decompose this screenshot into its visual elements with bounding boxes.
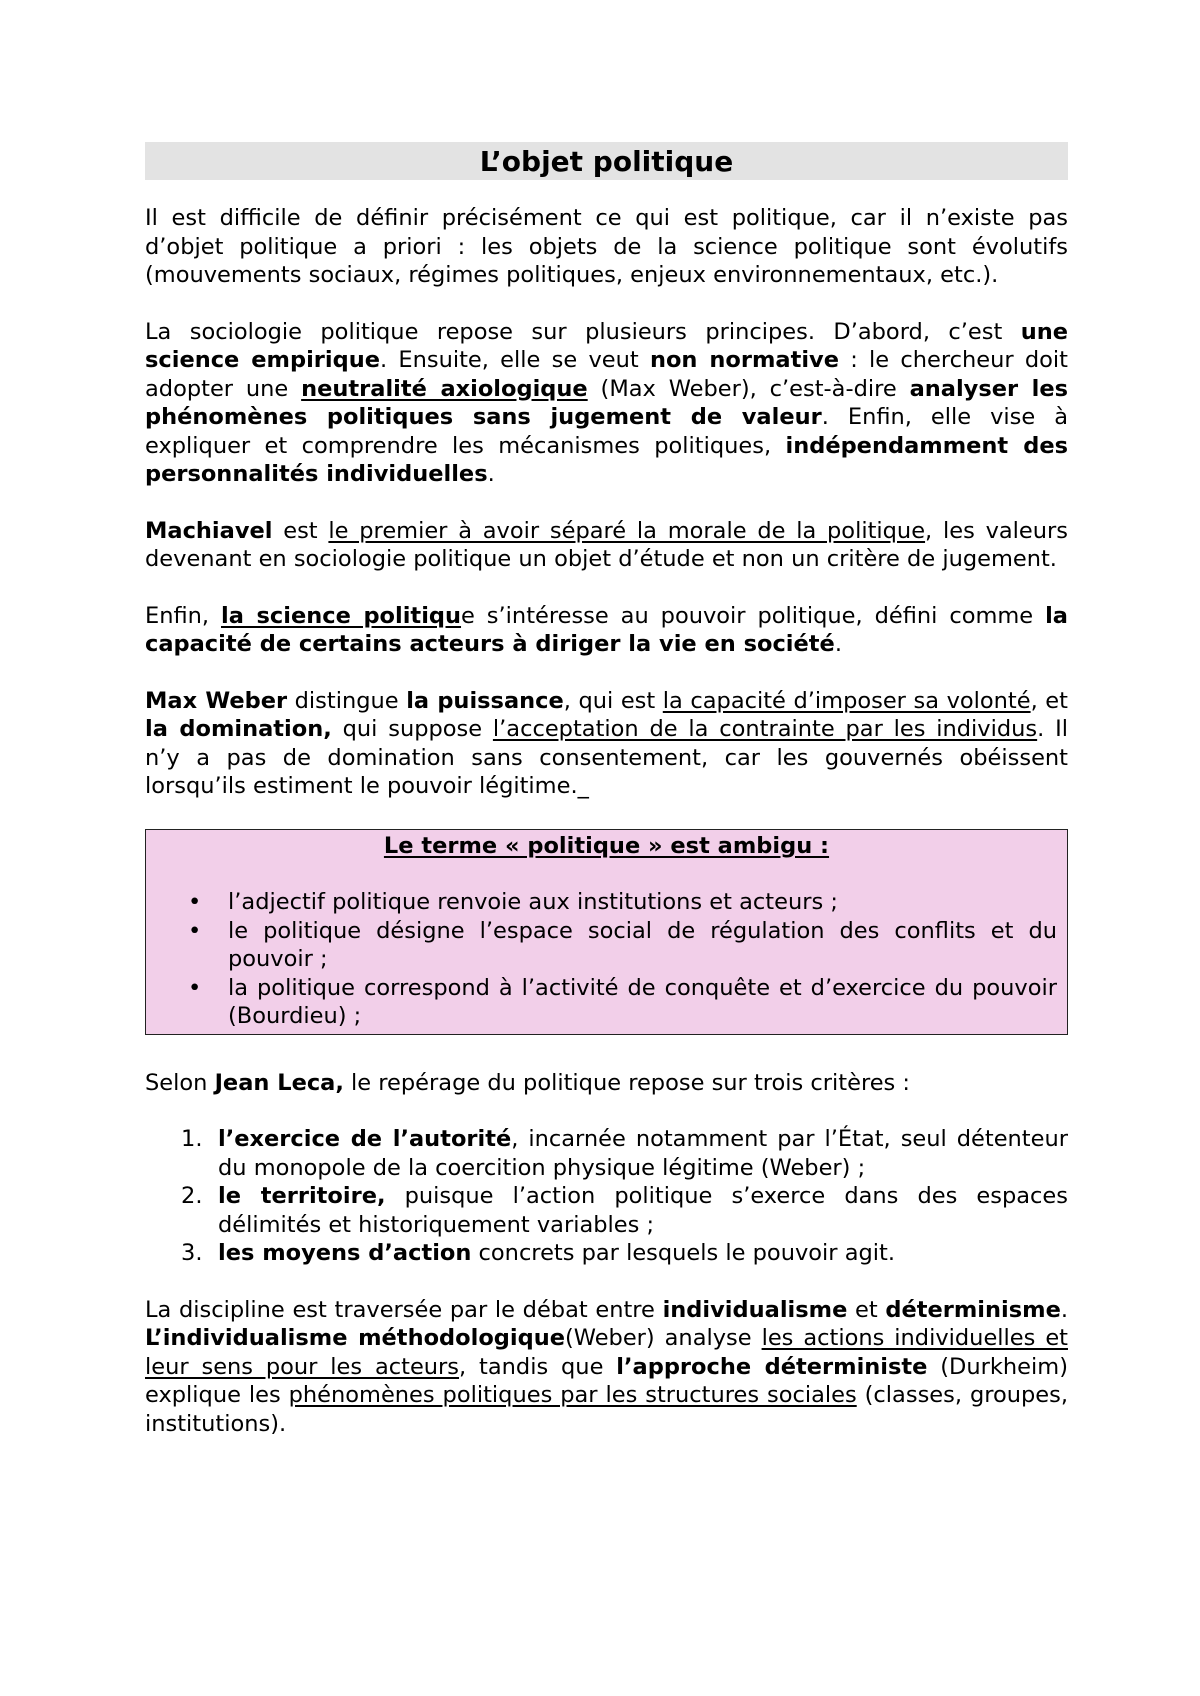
text-run: . Ensuite, elle se veut [379, 347, 650, 373]
underline-run: l’acceptation de la contrainte par les individus [492, 716, 1038, 742]
underline-run: phénomènes politiques par les structures sociales [288, 1382, 857, 1408]
definition-box [145, 829, 1068, 1035]
text-run: Enfin, [145, 602, 221, 629]
bold-run: L’individualisme méthodologique [145, 1325, 565, 1351]
list-item [188, 888, 1057, 917]
bold-run: la capacité de certains acteurs à diriger la vie en société [145, 602, 1068, 657]
list-number: 3. [181, 1240, 203, 1266]
bold-run: indépendamment des personnalités individuelles [145, 432, 1068, 487]
list-item [181, 1125, 1068, 1182]
list-item [181, 1182, 1068, 1239]
bold-run: Jean Leca, [214, 1069, 344, 1096]
underline-run: le premier à avoir séparé la morale de la politique [328, 517, 926, 544]
text-run: , tandis que [459, 1353, 617, 1380]
list-item-text: le politique désigne l’espace social de régulation des conflits et du pouvoir ; [228, 917, 1057, 972]
list-item [181, 1239, 1068, 1268]
bold-run: les moyens d’action [218, 1240, 472, 1266]
text-run: La sociologie politique repose sur plusieurs principes. D’abord, c’est [145, 318, 1021, 345]
text-run: e s’intéresse au pouvoir politique, défini comme [461, 602, 1046, 629]
bold-run: Max Weber [145, 687, 288, 714]
text-run: La discipline est traversée par le débat entre [145, 1296, 663, 1323]
bold-run: individualisme [662, 1296, 848, 1323]
machiavel-paragraph [145, 517, 1068, 574]
bold-run: l’exercice de l’autorité [218, 1126, 512, 1152]
document-page [145, 142, 1068, 1466]
text-run: le repérage du politique repose sur trois critères : [343, 1069, 911, 1096]
bold-run: l’approche déterministe [616, 1353, 928, 1380]
text-run: qui suppose [331, 716, 493, 742]
text-run: . [487, 461, 495, 487]
list-item [188, 917, 1057, 974]
text-run: (Max Weber), c’est-à-dire [587, 375, 910, 402]
text-run: , qui est [563, 687, 663, 714]
text-run: est [272, 517, 329, 544]
principles-paragraph [145, 318, 1068, 489]
list-item-text: l’adjectif politique renvoie aux institutions et acteurs ; [228, 889, 838, 915]
text-run: . [834, 631, 842, 657]
bold-run: analyser les phénomènes politiques sans jugement de valeur [145, 375, 1068, 430]
bullet-icon: • [188, 889, 202, 915]
bullet-list [156, 888, 1057, 1031]
text-run: , les valeurs devenant en sociologie politique un objet d’étude et non un critère de jugement. [145, 517, 1068, 572]
list-number: 2. [181, 1183, 203, 1209]
text-run: distingue [287, 687, 407, 714]
criteria-list [145, 1125, 1068, 1268]
science-paragraph [145, 602, 1068, 659]
underline-run: les actions individuelles et leur sens pour les acteurs [145, 1325, 1068, 1380]
bullet-icon: • [188, 917, 202, 944]
bold-run: déterminisme [885, 1296, 1061, 1323]
list-number: 1. [181, 1126, 203, 1152]
bold-run: une science empirique [145, 318, 1068, 373]
leca-paragraph [145, 1069, 1068, 1098]
bold-run: Machiavel [145, 517, 273, 544]
text-run: . Il n’y a pas de domination sans consentement, car les gouvernés obéissent lorsqu’ils estiment le pouvoir légitime._ [145, 716, 1068, 799]
bold-underline-run: la science politiqu [221, 602, 462, 629]
weber-paragraph [145, 687, 1068, 801]
text-run: Selon [145, 1069, 215, 1096]
document-title: L’objet politique [145, 142, 1068, 180]
discipline-paragraph [145, 1296, 1068, 1439]
text-run: , incarnée notamment par l’État, seul détenteur du monopole de la coercition physique légitime (Weber) ; [218, 1126, 1068, 1181]
underline-run: la capacité d’imposer sa volonté [662, 687, 1031, 714]
bold-run: non normative [649, 347, 839, 373]
text-run: . Enfin, elle vise à expliquer et comprendre les mécanismes politiques, [145, 404, 1068, 459]
text-run: (Weber) analyse [564, 1325, 762, 1351]
text-run: . [1060, 1296, 1068, 1323]
text-run: , et [1030, 687, 1068, 714]
text-run: et [847, 1296, 886, 1323]
list-item-text: la politique correspond à l’activité de conquête et d’exercice du pouvoir (Bourdieu) ; [228, 974, 1057, 1029]
bullet-icon: • [188, 974, 202, 1001]
box-title: Le terme « politique » est ambigu : [383, 832, 830, 859]
list-item [188, 974, 1057, 1031]
text-run: (Durkheim) explique les [145, 1353, 1068, 1408]
bold-run: la domination, [145, 716, 332, 742]
text-run: : le chercheur doit adopter une [145, 347, 1069, 402]
bold-run: la puissance [406, 687, 564, 714]
text-run: (classes, groupes, institutions). [145, 1382, 1069, 1437]
text-run: concrets par lesquels le pouvoir agit. [471, 1240, 895, 1266]
intro-paragraph: Il est difficile de définir précisément ce qui est politique, car il n’existe pas d’objet politique a priori : les objets de la science politique sont évolutifs (mouvements sociaux, régimes politiques, enjeux environnementaux, etc.). [145, 205, 1068, 288]
bold-run: le territoire, [218, 1183, 386, 1209]
text-run: puisque l’action politique s’exerce dans des espaces délimités et historiquement variables ; [218, 1183, 1068, 1238]
bold-underline-run: neutralité axiologique [301, 375, 588, 402]
